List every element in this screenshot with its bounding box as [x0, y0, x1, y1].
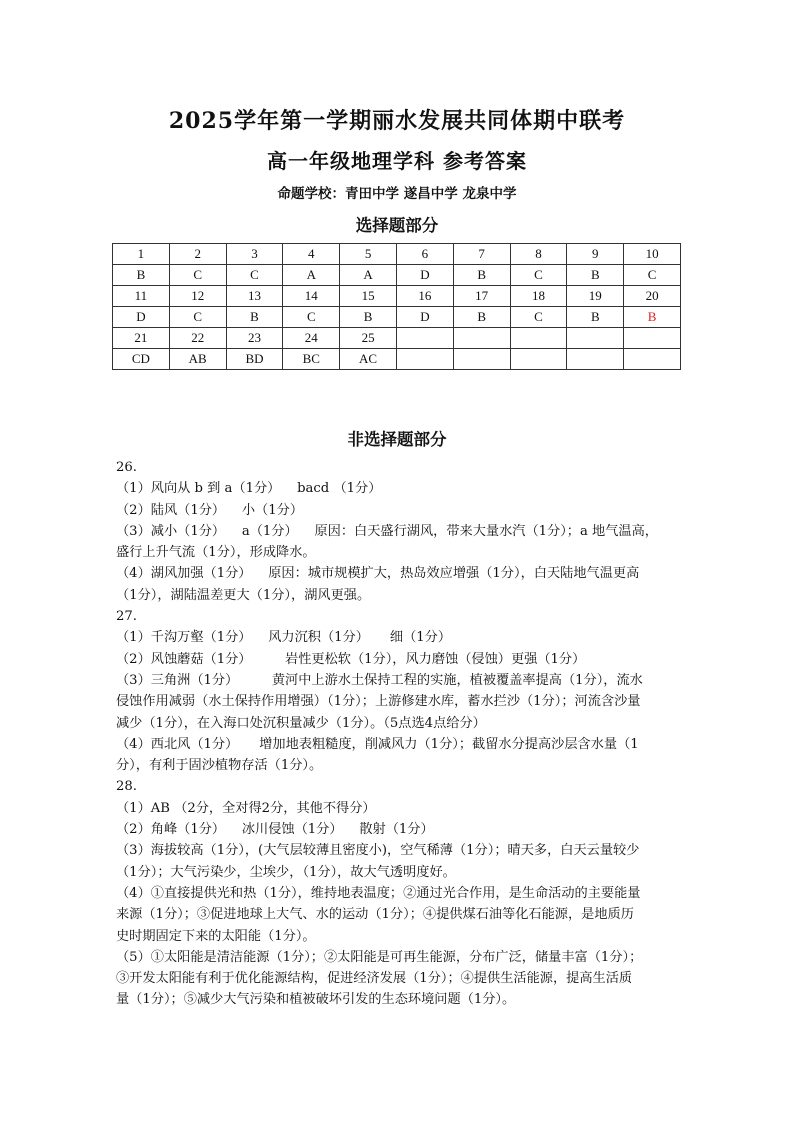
table-cell: C: [624, 265, 681, 286]
section-heading-non-choice: 非选择题部分: [347, 430, 447, 449]
table-cell: 25: [340, 328, 397, 349]
table-cell: [567, 349, 624, 370]
table-cell: [396, 328, 453, 349]
table-cell: C: [169, 265, 226, 286]
answer-line: 来源（1分）；③促进地球上大气、水的运动（1分）；④提供煤石油等化石能源，是地质历: [116, 907, 634, 923]
table-cell: 15: [340, 286, 397, 307]
table-cell: B: [624, 307, 681, 328]
answer-line: 盛行上升气流（1分），形成降水。: [116, 545, 316, 561]
table-cell: 18: [510, 286, 567, 307]
table-cell: 19: [567, 286, 624, 307]
table-cell: 3: [226, 244, 283, 265]
table-cell: [453, 328, 510, 349]
table-row: [113, 328, 681, 349]
answer-line: （3）海拔较高（1分），(大气层较薄且密度小)，空气稀薄（1分）；晴天多，白天云量较少: [116, 843, 640, 859]
answer-line: （1）千沟万壑（1分） 风力沉积（1分） 细（1分）: [116, 630, 452, 646]
answer-line: 27.: [116, 609, 137, 625]
table-cell: 16: [396, 286, 453, 307]
table-cell: 7: [453, 244, 510, 265]
table-cell: 8: [510, 244, 567, 265]
answer-line: （1）AB （2分，全对得2分，其他不得分）: [116, 800, 376, 816]
table-row: [113, 286, 681, 307]
answer-line: （2）陆风（1分） 小（1分）: [116, 502, 304, 518]
table-cell: 11: [113, 286, 170, 307]
table-cell: AC: [340, 349, 397, 370]
table-cell: [624, 328, 681, 349]
answer-line: 量（1分）；⑤减少大气污染和植被破坏引发的生态环境问题（1分）。: [116, 992, 516, 1008]
table-cell: C: [226, 265, 283, 286]
page-title: 2025学年第一学期丽水发展共同体期中联考: [168, 108, 626, 134]
answer-line: （3）减小（1分） a（1分） 原因：白天盛行湖风，带来大量水汽（1分）；a 地气温高，: [116, 523, 658, 539]
answer-line: （4）湖风加强（1分） 原因：城市规模扩大，热岛效应增强（1分），白天陆地气温更高: [116, 566, 640, 582]
table-cell: A: [340, 265, 397, 286]
answer-line: （1）风向从 b 到 a（1分） bacd （1分）: [116, 481, 382, 497]
table-cell: C: [510, 307, 567, 328]
answer-line: 史时期固定下来的太阳能（1分）。: [116, 928, 316, 944]
answer-line: （3）三角洲（1分） 黄河中上游水土保持工程的实施，植被覆盖率提高（1分），流水: [116, 672, 643, 688]
table-row: [113, 244, 681, 265]
table-cell: 14: [283, 286, 340, 307]
table-cell: C: [510, 265, 567, 286]
answer-line: （4）西北风（1分） 增加地表粗糙度，削减风力（1分）；截留水分提高沙层含水量（1: [116, 736, 639, 752]
table-cell: 21: [113, 328, 170, 349]
table-cell: BD: [226, 349, 283, 370]
table-cell: 2: [169, 244, 226, 265]
table-cell: B: [340, 307, 397, 328]
table-cell: BC: [283, 349, 340, 370]
answer-line: ③开发太阳能有利于优化能源结构，促进经济发展（1分）；④提供生活能源，提高生活质: [116, 971, 633, 987]
answer-line: （1分）；大气污染少，尘埃少，（1分），故大气透明度好。: [116, 864, 456, 880]
answer-line: （5）①太阳能是清洁能源（1分）；②太阳能是可再生能源，分布广泛，储量丰富（1分）；: [116, 949, 643, 965]
table-cell: B: [567, 265, 624, 286]
table-cell: 12: [169, 286, 226, 307]
table-cell: 1: [113, 244, 170, 265]
table-cell: AB: [169, 349, 226, 370]
table-cell: 9: [567, 244, 624, 265]
table-cell: [396, 349, 453, 370]
table-cell: C: [283, 307, 340, 328]
table-cell: 23: [226, 328, 283, 349]
table-cell: 24: [283, 328, 340, 349]
table-cell: 17: [453, 286, 510, 307]
answer-line: （2）角峰（1分） 冰川侵蚀（1分） 散射（1分）: [116, 822, 434, 838]
section-heading-choice: 选择题部分: [355, 216, 439, 235]
table-cell: [453, 349, 510, 370]
answer-line: 26.: [116, 460, 137, 475]
table-cell: [510, 349, 567, 370]
table-cell: 10: [624, 244, 681, 265]
table-cell: C: [169, 307, 226, 328]
answer-line: 减少（1分），在入海口处沉积量减少（1分）。（5点选4点给分）: [116, 715, 486, 731]
answer-table: [112, 243, 681, 370]
table-cell: B: [113, 265, 170, 286]
answer-line: 分），有利于固沙植物存活（1分）。: [116, 758, 323, 774]
answer-line: （4）①直接提供光和热（1分），维持地表温度；②通过光合作用，是生命活动的主要能量: [116, 885, 641, 901]
schools-line: 命题学校：青田中学 遂昌中学 龙泉中学: [277, 186, 517, 202]
table-cell: 22: [169, 328, 226, 349]
answer-line: 侵蚀作用减弱（水土保持作用增强）（1分）；上游修建水库，蓄水拦沙（1分）；河流含沙量: [116, 694, 641, 710]
table-cell: B: [453, 307, 510, 328]
page-subtitle: 高一年级地理学科 参考答案: [267, 149, 527, 173]
answer-line: 28.: [116, 779, 137, 795]
answer-line: （1分），湖陆温差更大（1分），湖风更强。: [116, 587, 371, 603]
table-cell: [510, 328, 567, 349]
table-cell: 20: [624, 286, 681, 307]
table-cell: 5: [340, 244, 397, 265]
table-cell: D: [113, 307, 170, 328]
table-cell: D: [396, 307, 453, 328]
table-row: [113, 349, 681, 370]
answer-line: （2）风蚀蘑菇（1分） 岩性更松软（1分），风力磨蚀（侵蚀）更强（1分）: [116, 651, 586, 667]
table-cell: B: [567, 307, 624, 328]
table-cell: 6: [396, 244, 453, 265]
table-cell: [567, 328, 624, 349]
table-cell: B: [226, 307, 283, 328]
answer-text-body: [116, 457, 676, 1011]
table-row: [113, 265, 681, 286]
table-cell: 13: [226, 286, 283, 307]
table-cell: [624, 349, 681, 370]
table-row: [113, 307, 681, 328]
table-cell: 4: [283, 244, 340, 265]
table-cell: B: [453, 265, 510, 286]
table-cell: CD: [113, 349, 170, 370]
table-cell: A: [283, 265, 340, 286]
table-cell: D: [396, 265, 453, 286]
